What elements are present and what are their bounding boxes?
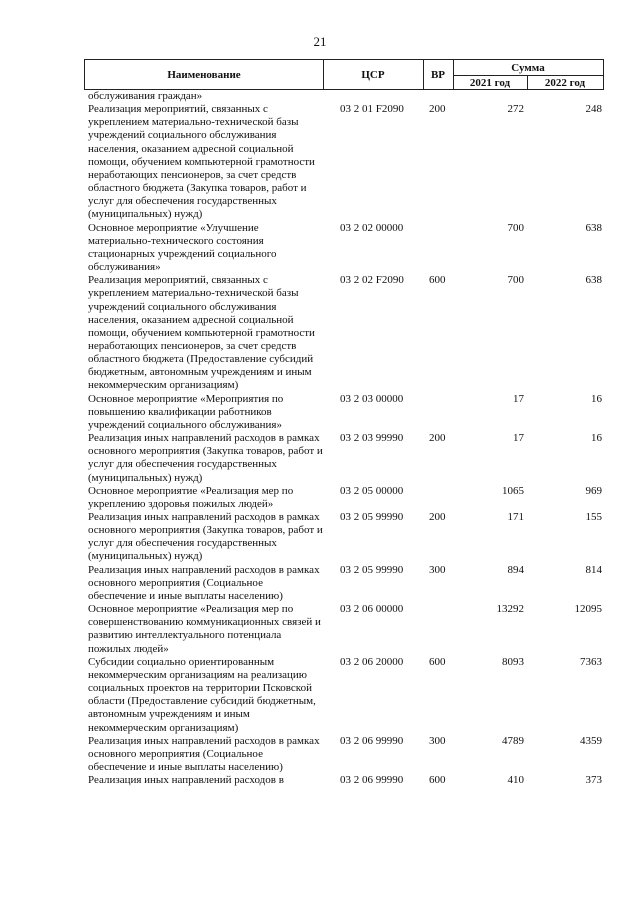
row-csr: 03 2 05 99990 [340, 563, 404, 576]
row-2021: 894 [507, 563, 524, 576]
table-row [88, 393, 604, 432]
row-vr: 200 [429, 511, 446, 523]
header-vr: ВР [430, 68, 446, 81]
row-name: Основное мероприятие «Улучшение материально-технического состояния стационарных учреждений социального обслуживания» [88, 221, 277, 274]
row-2022: 969 [585, 484, 602, 497]
row-name: Основное мероприятие «Реализация мер по совершенствованию коммуникационных связей и развитию интеллектуального потенциала пожилых людей» [88, 603, 321, 655]
row-csr: 03 2 01 F2090 [340, 103, 404, 116]
row-csr: 03 2 05 00000 [340, 484, 404, 497]
row-2021: 700 [507, 221, 524, 234]
table-row [88, 564, 604, 603]
page-number: 21 [313, 34, 327, 49]
row-csr: 03 2 02 00000 [340, 221, 404, 234]
table-row [88, 656, 604, 735]
row-csr: 03 2 06 99990 [340, 774, 404, 787]
table-row [88, 103, 604, 221]
row-name: обслуживания граждан» [88, 90, 203, 102]
row-2022: 248 [585, 103, 602, 116]
row-vr: 200 [429, 432, 446, 445]
table-row [88, 511, 604, 564]
table-row [88, 603, 604, 656]
row-vr: 300 [429, 563, 446, 576]
header-2022: 2022 год [544, 76, 586, 89]
row-name: Основное мероприятие «Мероприятия по повышению квалификации работников учреждений социального обслуживания» [88, 392, 284, 431]
row-name: Реализация иных направлений расходов в рамках основного мероприятия (Закупка товаров, работ и услуг для обеспечения государственных (муниципальных) нужд) [88, 432, 323, 484]
row-2022: 814 [585, 563, 602, 576]
row-csr: 03 2 05 99990 [340, 511, 404, 523]
row-name: Реализация иных направлений расходов в [88, 774, 284, 787]
header-name: Наименование [167, 68, 241, 81]
row-vr: 200 [429, 103, 446, 116]
row-csr: 03 2 06 00000 [340, 603, 404, 616]
table-row [88, 432, 604, 485]
row-2022: 373 [585, 774, 602, 787]
row-2022: 638 [585, 221, 602, 234]
row-2022: 638 [585, 274, 602, 287]
row-vr: 600 [429, 274, 446, 287]
row-csr: 03 2 03 99990 [340, 432, 404, 445]
row-name: Реализация иных направлений расходов в рамках основного мероприятия (Закупка товаров, работ и услуг для обеспечения государственных (муниципальных) нужд) [88, 511, 323, 563]
row-2021: 13292 [496, 603, 524, 616]
row-vr: 600 [429, 774, 446, 787]
table-row [88, 274, 604, 392]
row-2022: 7363 [580, 655, 602, 668]
row-2022: 4359 [580, 734, 602, 747]
row-name: Основное мероприятие «Реализация мер по укреплению здоровья пожилых людей» [88, 484, 294, 510]
row-vr: 600 [429, 655, 446, 668]
row-2021: 17 [513, 432, 524, 445]
row-name: Реализация мероприятий, связанных с укреплением материально-технической базы учреждений социального обслуживания населения, оказанием адресной социальной помощи, обучением компьютерной грамотности неработающих пенсионеров, за счет средств областного бюджета (Закупка товаров, работ и услуг для обеспечения государственных (муниципальных) нужд) [88, 103, 315, 221]
table-row [88, 735, 604, 774]
row-2021: 171 [507, 511, 524, 523]
row-2021: 410 [507, 774, 524, 787]
row-name: Реализация мероприятий, связанных с укреплением материально-технической базы учреждений социального обслуживания населения, оказанием адресной социальной помощи, обучением компьютерной грамотности неработающих пенсионеров, за счет средств областного бюджета (Предоставление субсидий бюджетным, автономным учреждениям и иным некоммерческим организациям) [88, 274, 315, 392]
header-sum: Сумма [511, 61, 545, 74]
row-2021: 272 [507, 103, 524, 116]
row-2021: 4789 [502, 734, 524, 747]
table-row [88, 90, 604, 103]
table-row [88, 485, 604, 511]
row-2021: 8093 [502, 655, 524, 668]
row-csr: 03 2 06 99990 [340, 734, 404, 747]
header-csr: ЦСР [361, 68, 385, 81]
row-vr: 300 [429, 734, 446, 747]
row-name: Субсидии социально ориентированным некоммерческим организациям на реализацию социальных проектов на территории Псковской области (Предоставление субсидий бюджетным, автономным учреждениям и иным некоммерческим организациям) [88, 655, 316, 734]
table-row [88, 222, 604, 275]
row-2021: 700 [507, 274, 524, 287]
row-name: Реализация иных направлений расходов в рамках основного мероприятия (Социальное обеспечение и иные выплаты населению) [88, 734, 320, 773]
row-csr: 03 2 03 00000 [340, 392, 404, 405]
row-2022: 12095 [574, 603, 602, 616]
row-2022: 16 [591, 432, 602, 445]
header-2021: 2021 год [469, 76, 511, 89]
row-2021: 17 [513, 392, 524, 405]
row-csr: 03 2 02 F2090 [340, 274, 404, 287]
row-2022: 155 [585, 511, 602, 523]
row-2021: 1065 [502, 484, 524, 497]
row-csr: 03 2 06 20000 [340, 655, 404, 668]
row-name: Реализация иных направлений расходов в рамках основного мероприятия (Социальное обеспечение и иные выплаты населению) [88, 563, 320, 602]
table-body [88, 90, 604, 787]
row-2022: 16 [591, 392, 602, 405]
table-header [84, 59, 604, 90]
table-row [88, 774, 604, 787]
